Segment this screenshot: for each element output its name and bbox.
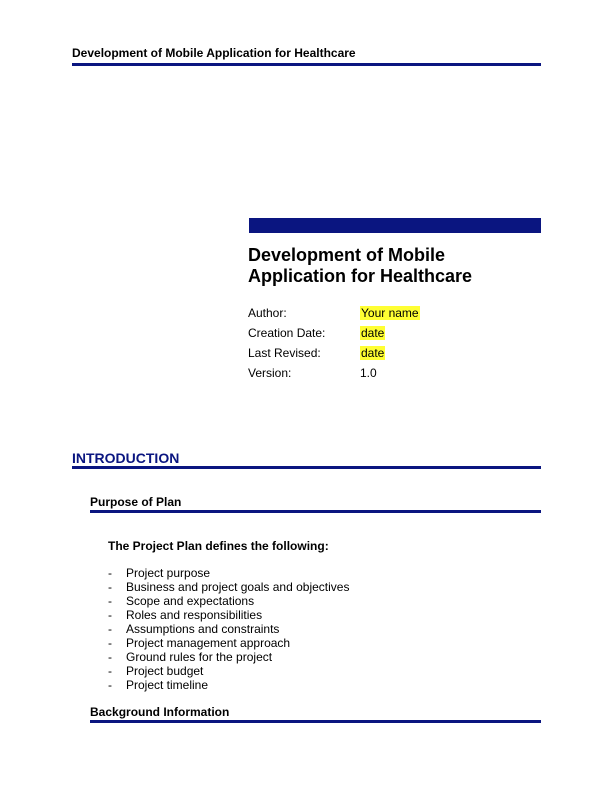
bullet-dash: -	[108, 622, 112, 636]
list-item-text: Assumptions and constraints	[126, 622, 280, 636]
list-item	[108, 594, 349, 608]
list-item	[108, 566, 349, 580]
introduction-rule	[72, 466, 541, 469]
list-item	[108, 636, 349, 650]
list-item-text: Business and project goals and objectives	[126, 580, 350, 594]
creation-date-value-text: date	[361, 326, 385, 340]
last-revised-label: Last Revised:	[248, 346, 321, 360]
list-item-text: Project purpose	[126, 566, 211, 580]
purpose-intro-text: The Project Plan defines the following:	[108, 539, 329, 553]
introduction-heading: INTRODUCTION	[72, 450, 180, 466]
purpose-heading: Purpose of Plan	[90, 495, 182, 509]
list-item-text: Project timeline	[126, 678, 209, 692]
purpose-bullet-list	[108, 566, 349, 692]
bullet-dash: -	[108, 594, 112, 608]
background-heading: Background Information	[90, 705, 230, 719]
list-item-text: Ground rules for the project	[126, 650, 273, 664]
document-title	[248, 245, 540, 287]
creation-date-label: Creation Date:	[248, 326, 326, 340]
running-header: Development of Mobile Application for Healthcare	[72, 46, 356, 60]
document-title-line-2: Application for Healthcare	[248, 266, 473, 286]
list-item-text: Roles and responsibilities	[126, 608, 263, 622]
creation-date-value	[360, 326, 385, 340]
list-item-text: Project budget	[126, 664, 204, 678]
author-label: Author:	[248, 306, 287, 320]
list-item	[108, 622, 349, 636]
bullet-dash: -	[108, 580, 112, 594]
version-value: 1.0	[360, 366, 377, 380]
author-value	[360, 306, 420, 320]
list-item	[108, 580, 349, 594]
list-item	[108, 664, 349, 678]
background-rule	[90, 720, 541, 723]
bullet-dash: -	[108, 678, 112, 692]
list-item	[108, 608, 349, 622]
bullet-dash: -	[108, 608, 112, 622]
version-label: Version:	[248, 366, 292, 380]
author-value-text: Your name	[361, 306, 419, 320]
list-item-text: Scope and expectations	[126, 594, 255, 608]
purpose-rule	[90, 510, 541, 513]
bullet-dash: -	[108, 636, 112, 650]
bullet-dash: -	[108, 664, 112, 678]
last-revised-value-text: date	[361, 346, 385, 360]
title-bar	[249, 218, 541, 233]
document-title-line-1: Development of Mobile	[248, 245, 446, 265]
bullet-dash: -	[108, 566, 112, 580]
list-item-text: Project management approach	[126, 636, 291, 650]
last-revised-value	[360, 346, 385, 360]
header-rule	[72, 63, 541, 66]
bullet-dash: -	[108, 650, 112, 664]
list-item	[108, 650, 349, 664]
list-item	[108, 678, 349, 692]
